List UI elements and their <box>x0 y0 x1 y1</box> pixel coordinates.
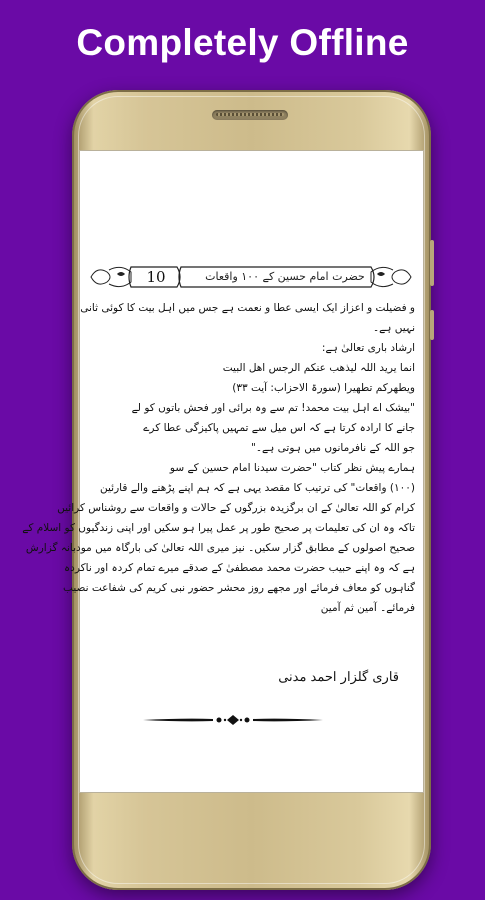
text-line: گناہوں کو معاف فرمائے اور مجھے روز محشر حضور نبی کریم کی شفاعت نصیب <box>63 582 415 594</box>
text-line: نہیں ہے۔ <box>372 322 415 334</box>
volume-button <box>430 240 434 286</box>
divider-ornament <box>143 712 323 728</box>
text-line: "بیشک اے اہل بیت محمد! تم سے وہ برائی اور فحش باتوں کو لے <box>131 402 415 414</box>
power-button <box>430 310 434 340</box>
page-number: 10 <box>146 268 166 286</box>
text-line: صحیح اصولوں کے مطابق گزار سکیں۔ نیز میری اللہ تعالیٰ کی بارگاہ میں مودبانہ گزارش <box>25 542 415 554</box>
earpiece-speaker <box>212 110 288 120</box>
text-line: ہمارے پیش نظر کتاب "حضرت سیدنا امام حسین کے سو <box>169 462 415 474</box>
text-line: انما یرید اللہ لیذھب عنکم الرجس اھل البیت <box>222 362 415 374</box>
text-line: فرمائے۔ آمین ثم آمین <box>320 602 415 614</box>
text-line: ارشاد باری تعالیٰ ہے: <box>321 342 415 354</box>
author-signature: قاری گلزار احمد مدنی <box>278 670 399 685</box>
text-line: و فضیلت و اعزاز ایک ایسی عطا و نعمت ہے جس میں اہل بیت کا کوئی ثانی <box>80 302 415 314</box>
headline: Completely Offline <box>76 22 409 63</box>
text-line: (۱۰۰) واقعات" کی ترتیب کا مقصد یہی ہے کہ ہم اپنے پڑھنے والے قارئین <box>100 482 415 494</box>
text-line: ہے کہ وہ اپنے حبیب حضرت محمد مصطفیٰ کے صدقے میرے تمام کردہ اور ناکردہ <box>64 562 415 574</box>
book-page-screen[interactable] <box>22 150 424 793</box>
text-line: کرام کو اللہ تعالیٰ کے ان برگزیدہ بزرگوں کے حالات و واقعات سے روشناس کرائیں <box>57 502 415 514</box>
text-line: تاکہ وہ ان کی تعلیمات پر صحیح طور پر عمل پیرا ہو سکیں اور اپنی زندگیوں کو اسلام کے <box>22 522 415 534</box>
page-header-title: حضرت امام حسین کے ۱۰۰ واقعات <box>205 270 365 283</box>
text-line: جانے کا ارادہ کرتا ہے کہ اس میل سے تمہیں پاکیزگی عطا کرے <box>143 422 415 434</box>
text-line: ویطھرکم تطھیرا (سورۃ الاحزاب: آیت ۳۳) <box>232 382 415 394</box>
phone-frame <box>22 90 431 890</box>
page-header <box>87 264 415 290</box>
page-body-text <box>22 298 415 618</box>
text-line: جو اللہ کے نافرمانوں میں ہوتی ہے۔" <box>251 442 415 454</box>
